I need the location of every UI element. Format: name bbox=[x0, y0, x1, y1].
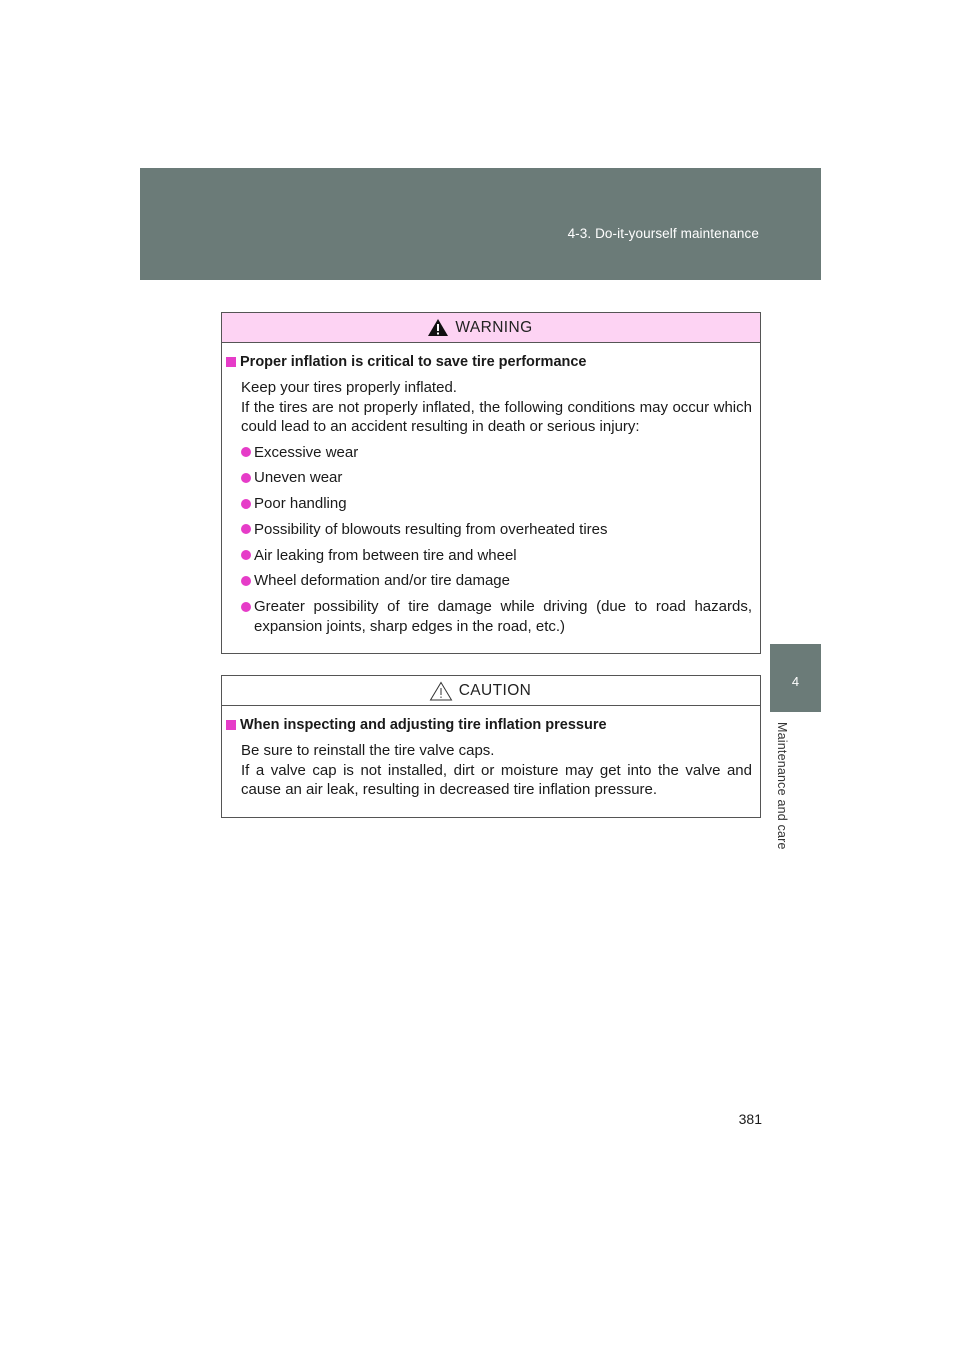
list-item bbox=[241, 494, 752, 514]
caution-body bbox=[222, 706, 760, 800]
square-bullet-icon bbox=[226, 720, 236, 730]
caution-paragraph: Be sure to reinstall the tire valve caps. bbox=[241, 742, 495, 759]
caution-heading-text: When inspecting and adjusting tire inflation pressure bbox=[240, 717, 607, 733]
caution-header bbox=[222, 676, 760, 706]
list-item bbox=[241, 597, 752, 636]
warning-paragraph: Keep your tires properly inflated. bbox=[241, 379, 457, 396]
warning-header bbox=[222, 313, 760, 343]
warning-heading-text: Proper inflation is critical to save tire performance bbox=[240, 354, 587, 370]
warning-paragraph: If the tires are not properly inflated, the following conditions may occur which could lead to an accident resulting in death or serious injury: bbox=[241, 398, 752, 435]
list-item-text: Air leaking from between tire and wheel bbox=[254, 546, 517, 564]
list-item-text: Poor handling bbox=[254, 495, 347, 513]
list-item-text: Possibility of blowouts resulting from overheated tires bbox=[254, 520, 608, 538]
list-item-text: Excessive wear bbox=[254, 443, 359, 461]
section-title: 4-3. Do-it-yourself maintenance bbox=[567, 226, 759, 241]
caution-triangle-outline-icon bbox=[429, 681, 453, 701]
warning-box bbox=[221, 312, 761, 654]
caution-paragraph: If a valve cap is not installed, dirt or moisture may get into the valve and cause an air leak, resulting in decreased tire inflation pressure. bbox=[241, 761, 752, 798]
bullet-dot-icon bbox=[241, 499, 251, 509]
caution-heading bbox=[225, 717, 752, 733]
square-bullet-icon bbox=[226, 357, 236, 367]
chapter-tab bbox=[770, 644, 821, 712]
list-item bbox=[241, 468, 752, 488]
bullet-dot-icon bbox=[241, 473, 251, 483]
bullet-dot-icon bbox=[241, 576, 251, 586]
list-item bbox=[241, 520, 752, 540]
bullet-dot-icon bbox=[241, 550, 251, 560]
list-item-text: Greater possibility of tire damage while driving (due to road hazards, expansion joints, sharp edges in the road, etc.) bbox=[254, 598, 752, 635]
warning-label: WARNING bbox=[455, 318, 533, 336]
chapter-number: 4 bbox=[791, 674, 800, 689]
bullet-dot-icon bbox=[241, 602, 251, 612]
warning-body bbox=[222, 343, 760, 636]
bullet-dot-icon bbox=[241, 524, 251, 534]
warning-triangle-filled-icon bbox=[427, 318, 449, 337]
list-item bbox=[241, 571, 752, 591]
warning-heading bbox=[225, 354, 752, 370]
list-item-text: Uneven wear bbox=[254, 469, 343, 487]
page-number: 381 bbox=[738, 1111, 762, 1127]
warning-list bbox=[225, 443, 752, 637]
list-item bbox=[241, 546, 752, 566]
chapter-label: Maintenance and care bbox=[775, 722, 789, 850]
caution-label: CAUTION bbox=[458, 681, 532, 699]
caution-box bbox=[221, 675, 761, 818]
list-item bbox=[241, 443, 752, 463]
header-band bbox=[140, 168, 821, 280]
list-item-text: Wheel deformation and/or tire damage bbox=[254, 572, 510, 590]
bullet-dot-icon bbox=[241, 447, 251, 457]
